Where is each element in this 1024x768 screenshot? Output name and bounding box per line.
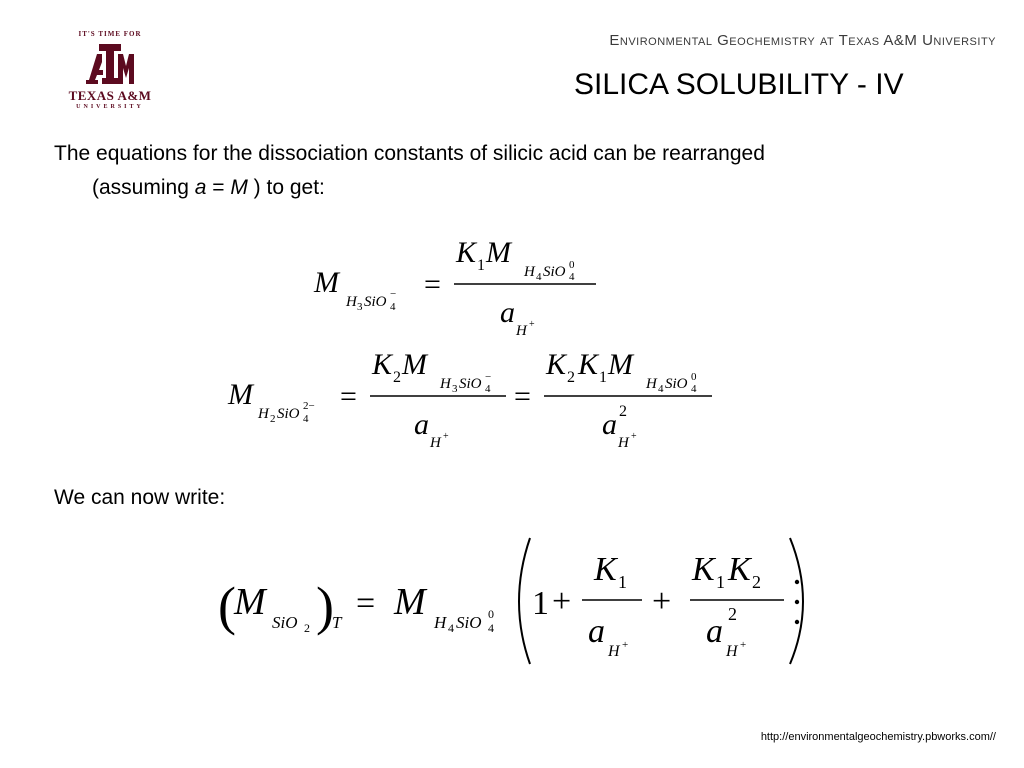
footer-url[interactable]: http://environmentalgeochemistry.pbworks.com// <box>760 731 996 743</box>
svg-text:M: M <box>402 348 427 381</box>
logo-university: UNIVERSITY <box>76 104 144 110</box>
svg-text:2: 2 <box>728 604 737 624</box>
svg-text:2: 2 <box>567 369 575 386</box>
slide-title: SILICA SOLUBILITY - IV <box>574 68 904 101</box>
header-subtitle: Environmental Geochemistry at Texas A&M University <box>609 32 996 49</box>
svg-text:K: K <box>692 551 715 588</box>
svg-text:): ) <box>316 576 334 636</box>
intro-paragraph <box>54 137 954 205</box>
svg-text:1: 1 <box>477 257 485 274</box>
svg-text:H: H <box>646 376 657 392</box>
svg-text:=: = <box>356 585 376 622</box>
svg-text:2: 2 <box>304 621 310 635</box>
svg-text:K: K <box>372 348 393 381</box>
now-write-text: We can now write: <box>54 486 226 509</box>
svg-text:H: H <box>608 643 620 660</box>
svg-text:2−: 2− <box>303 400 315 412</box>
svg-text:H: H <box>430 435 441 451</box>
svg-text:T: T <box>332 613 342 632</box>
svg-text:H: H <box>618 435 629 451</box>
svg-text:K: K <box>456 236 477 269</box>
intro-var-M: M <box>230 176 248 199</box>
svg-text:2: 2 <box>619 403 627 420</box>
svg-text:a: a <box>588 613 605 650</box>
svg-text:2: 2 <box>752 572 761 592</box>
svg-text:4: 4 <box>658 383 664 395</box>
svg-text:1: 1 <box>599 369 607 386</box>
svg-text:+: + <box>740 639 747 651</box>
svg-text:SiO: SiO <box>665 376 688 392</box>
svg-text:3: 3 <box>452 383 458 395</box>
intro-var-a: a <box>194 176 207 199</box>
equation-total-silica <box>212 532 822 672</box>
svg-text:=: = <box>514 380 531 413</box>
svg-text:K: K <box>728 551 751 588</box>
svg-text:M: M <box>394 581 426 623</box>
svg-text:H: H <box>726 643 738 660</box>
svg-text:H: H <box>516 323 527 339</box>
equation-h2sio4 <box>218 340 728 460</box>
logo-tagline: IT'S TIME FOR <box>78 30 142 38</box>
svg-text:SiO: SiO <box>272 613 298 632</box>
svg-text:1: 1 <box>532 585 549 622</box>
svg-text:0: 0 <box>691 371 697 383</box>
intro-line-1: The equations for the dissociation constants of silicic acid can be rearranged <box>54 142 765 165</box>
svg-text:−: − <box>390 288 397 300</box>
svg-text:H: H <box>434 613 447 632</box>
svg-text:K: K <box>578 348 599 381</box>
svg-text:a: a <box>500 296 515 329</box>
svg-text:0: 0 <box>569 259 575 271</box>
svg-text:2: 2 <box>270 413 276 425</box>
svg-text:4: 4 <box>485 383 491 395</box>
svg-text:1: 1 <box>716 572 725 592</box>
svg-text:M: M <box>486 236 511 269</box>
svg-text:2: 2 <box>393 369 401 386</box>
svg-text:K: K <box>594 551 617 588</box>
svg-text:+: + <box>443 431 449 442</box>
svg-text:4: 4 <box>691 383 697 395</box>
svg-text:SiO: SiO <box>456 613 482 632</box>
svg-text:+: + <box>529 319 535 330</box>
svg-text:M: M <box>314 266 339 299</box>
svg-text:a: a <box>414 408 429 441</box>
svg-text:M: M <box>228 378 253 411</box>
svg-text:4: 4 <box>536 271 542 283</box>
svg-text:a: a <box>706 613 723 650</box>
atm-monogram-icon <box>85 40 135 86</box>
svg-text:K: K <box>546 348 567 381</box>
svg-text:4: 4 <box>448 621 454 635</box>
svg-text:H: H <box>440 376 451 392</box>
svg-text:a: a <box>602 408 617 441</box>
svg-text:SiO: SiO <box>277 406 300 422</box>
svg-text:0: 0 <box>488 607 494 621</box>
svg-text:4: 4 <box>303 413 309 425</box>
svg-text:SiO: SiO <box>459 376 482 392</box>
svg-text:H: H <box>524 264 535 280</box>
svg-text:−: − <box>485 371 492 383</box>
svg-text:4: 4 <box>390 301 396 313</box>
svg-text:+: + <box>631 431 637 442</box>
svg-text:SiO: SiO <box>364 294 387 310</box>
intro-text-a: (assuming <box>92 176 195 199</box>
logo-name: TEXAS A&M <box>68 88 152 103</box>
intro-line-2 <box>54 171 954 205</box>
tamu-logo <box>60 30 160 110</box>
svg-text:(: ( <box>218 576 236 636</box>
equation-h3sio4 <box>300 228 620 343</box>
intro-text-b: ) to get: <box>247 176 325 199</box>
svg-text:SiO: SiO <box>543 264 566 280</box>
svg-text:+: + <box>552 583 572 620</box>
intro-equals: = <box>206 176 231 199</box>
svg-text:+: + <box>652 583 672 620</box>
svg-text:+: + <box>622 639 629 651</box>
svg-text:M: M <box>608 348 633 381</box>
svg-text:3: 3 <box>357 301 363 313</box>
svg-text:4: 4 <box>569 271 575 283</box>
svg-text:=: = <box>424 268 441 301</box>
svg-text:=: = <box>340 380 357 413</box>
svg-text:M: M <box>234 581 266 623</box>
svg-text:H: H <box>346 294 357 310</box>
svg-text:1: 1 <box>618 572 627 592</box>
svg-text:4: 4 <box>488 621 494 635</box>
svg-text:H: H <box>258 406 269 422</box>
